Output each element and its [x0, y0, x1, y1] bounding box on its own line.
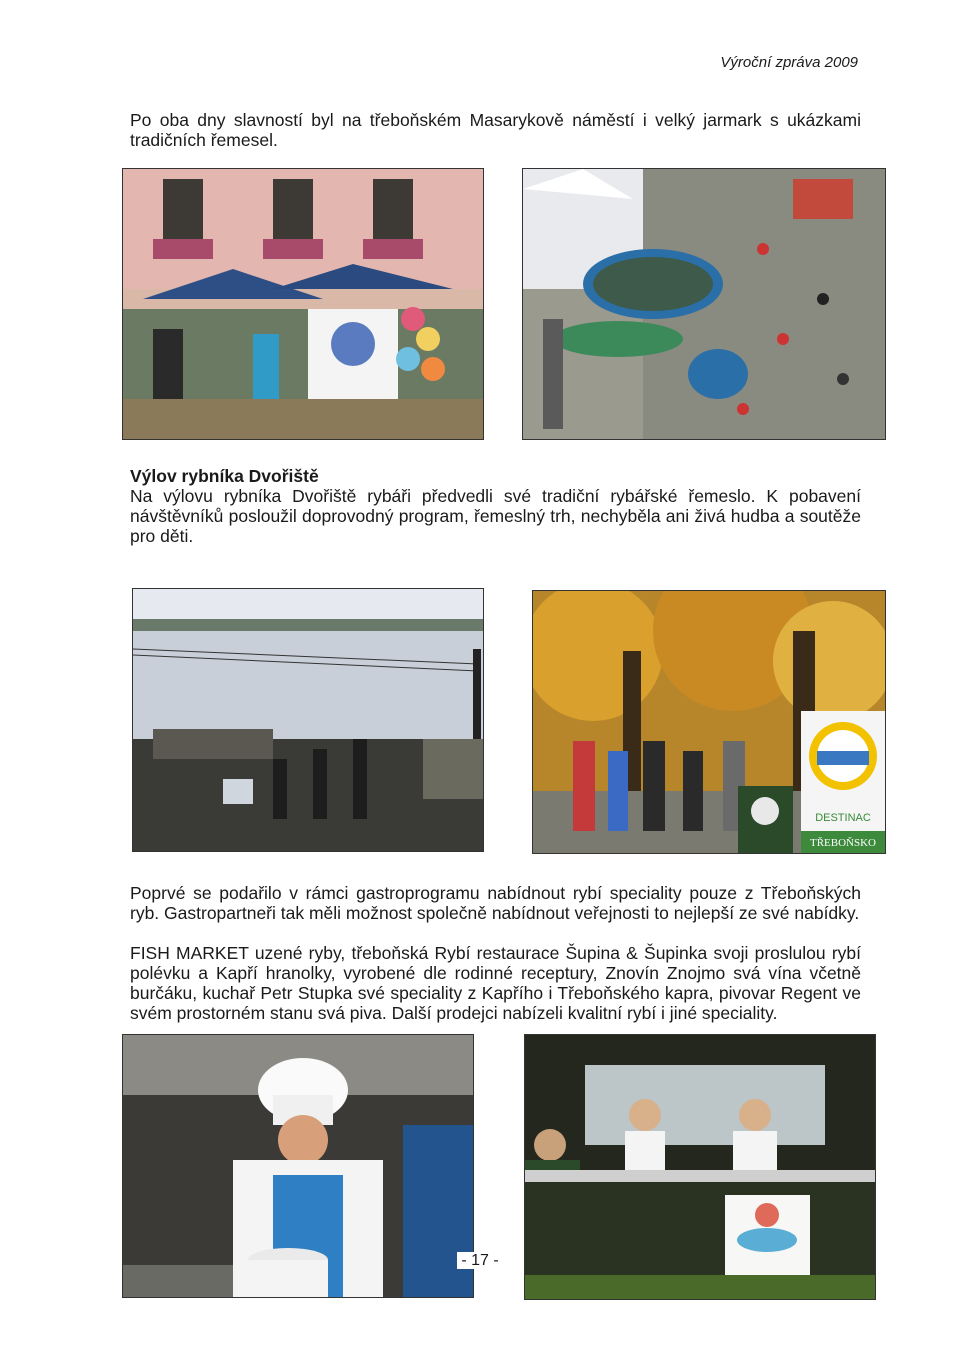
photo-autumn-alley: [532, 590, 886, 854]
section-heading: Výlov rybníka Dvořiště: [130, 466, 319, 486]
trebon-sign-text: TŘEBOŇSKO: [809, 837, 877, 849]
gastro-paragraph-2: FISH MARKET uzené ryby, třeboňská Rybí restaurace Šupina & Šupinka svoji proslulou rybí polévku a Kapří hranolky, vyrobené dle rodinné receptury, Znovín Znojmo svá vína včetně burčáku, kuchař Petr Stupka své speciality z Kapřího i Třeboňského kapra, pivovar Regent ve svém prostorném stanu svá piva. Další prodejci nabízeli kvalitní rybí i jiné speciality.: [130, 943, 861, 1023]
page-number-text: - 17 -: [457, 1252, 502, 1269]
photo-chef: [122, 1034, 474, 1298]
gastro-paragraph-1: Poprvé se podařilo v rámci gastroprogramu nabídnout rybí speciality pouze z Třeboňských ryb. Gastropartneři tak měli možnost společně nabídnout veřejnosti to nejlepší ze své nabídky.: [130, 883, 861, 923]
section-text: Na výlovu rybníka Dvořiště rybáři předvedli své tradiční rybářské řemeslo. K pobavení návštěvníků posloužil doprovodný program, řemeslný trh, nechyběla ani živá hudba a soutěže pro děti.: [130, 486, 861, 546]
photo-town-square: [522, 168, 886, 440]
intro-paragraph: Po oba dny slavností byl na třeboňském Masarykově náměstí i velký jarmark s ukázkami tradičních řemesel.: [130, 110, 861, 150]
photo-market-stalls: [122, 168, 484, 440]
section-paragraph: [130, 466, 861, 546]
destination-sign-text: DESTINAC: [815, 812, 871, 824]
photo-fish-stand: [524, 1034, 876, 1300]
report-title: Výroční zpráva 2009: [720, 54, 858, 71]
photo-fishing-pond: [132, 588, 484, 852]
